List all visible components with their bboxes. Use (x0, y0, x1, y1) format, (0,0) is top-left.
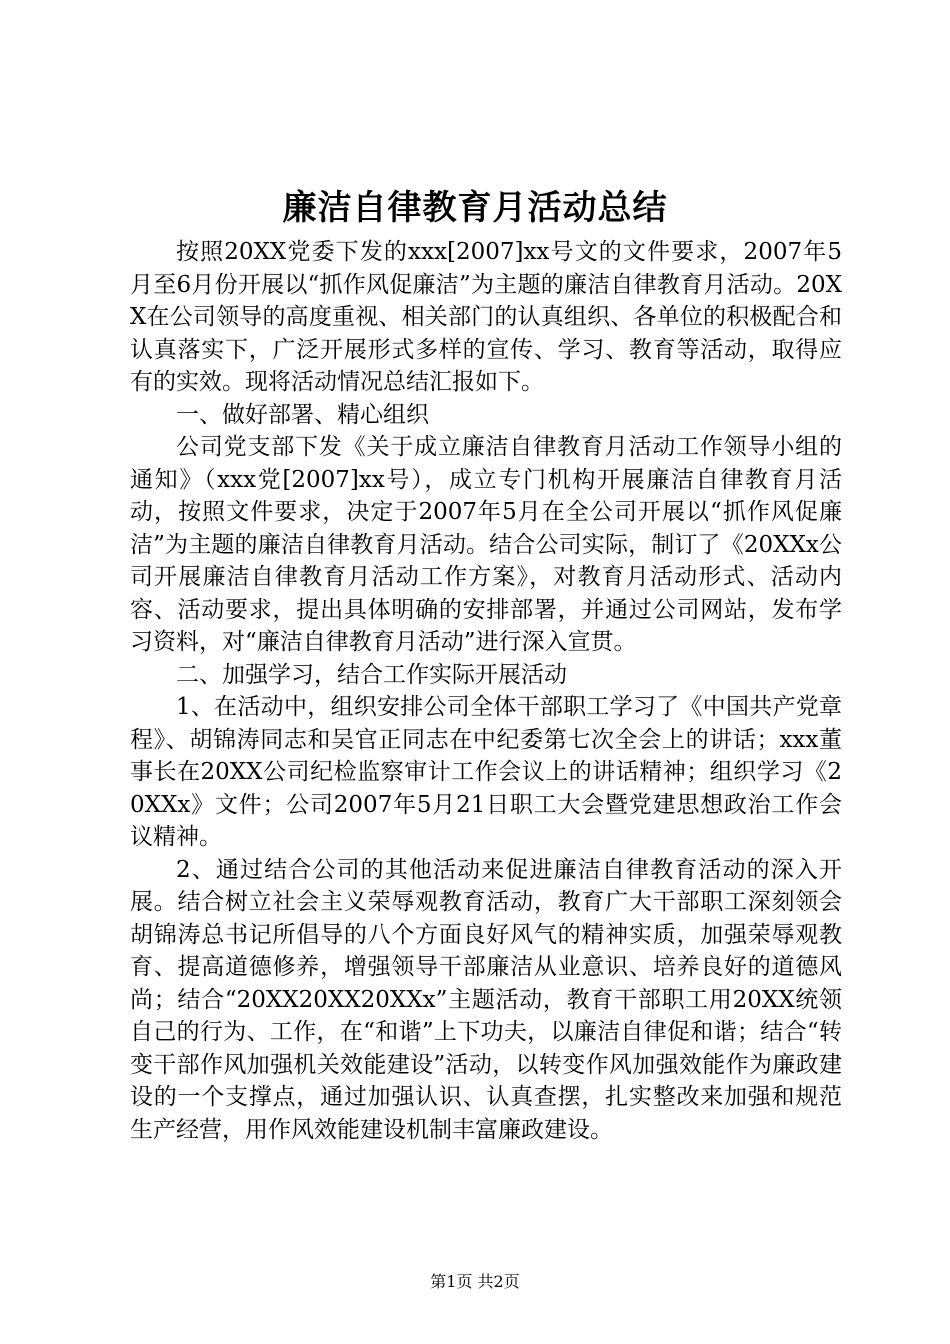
document-title: 廉洁自律教育月活动总结 (282, 188, 668, 228)
section-heading-1: 一、做好部署、精心组织 (176, 401, 429, 428)
section-heading-2: 二、加强学习，结合工作实际开展活动 (176, 661, 567, 688)
section-2-item-2: 2、通过结合公司的其他活动来促进廉洁自律教育活动的深入开展。结合树立社会主义荣辱观教育活动，教育广大干部职工深刻领会胡锦涛总书记所倡导的八个方面良好风气的精神实质，加强荣辱观教育、提高道德修养，增强领导干部廉洁从业意识、培养良好的道德风尚；结合“20XX20XX20XXx”主题活动，教育干部职工用20XX统领自己的行为、工作，在“和谐”上下功夫，以廉洁自律促和谐；结合“转变干部作风加强机关效能建设”活动，以转变作风加强效能作为廉政建设的一个支撑点，通过加强认识、认真查摆，扎实整改来加强和规范生产经营，用作风效能建设机制丰富廉政建设。 (130, 856, 842, 1143)
document-body (130, 236, 842, 1146)
intro-paragraph: 按照20XX党委下发的xxx[2007]xx号文的文件要求，2007年5月至6月份开展以“抓作风促廉洁”为主题的廉洁自律教育月活动。20XX在公司领导的高度重视、相关部门的认真组织、各单位的积极配合和认真落实下，广泛开展形式多样的宣传、学习、教育等活动，取得应有的实效。现将活动情况总结汇报如下。 (130, 239, 842, 395)
page-number-footer: 第1页 共2页 (430, 1272, 520, 1291)
section-1-paragraph: 公司党支部下发《关于成立廉洁自律教育月活动工作领导小组的通知》（xxx党[2007]xx号），成立专门机构开展廉洁自律教育月活动，按照文件要求，决定于2007年5月在全公司开展以“抓作风促廉洁”为主题的廉洁自律教育月活动。结合公司实际，制订了《20XXx公司开展廉洁自律教育月活动工作方案》，对教育月活动形式、活动内容、活动要求，提出具体明确的安排部署，并通过公司网站，发布学习资料，对“廉洁自律教育月活动”进行深入宣贯。 (130, 434, 842, 655)
section-2-item-1: 1、在活动中，组织安排公司全体干部职工学习了《中国共产党章程》、胡锦涛同志和吴官正同志在中纪委第七次全会上的讲话；xxx董事长在20XX公司纪检监察审计工作会议上的讲话精神；组织学习《20XXx》文件；公司2007年5月21日职工大会暨党建思想政治工作会议精神。 (130, 694, 842, 850)
